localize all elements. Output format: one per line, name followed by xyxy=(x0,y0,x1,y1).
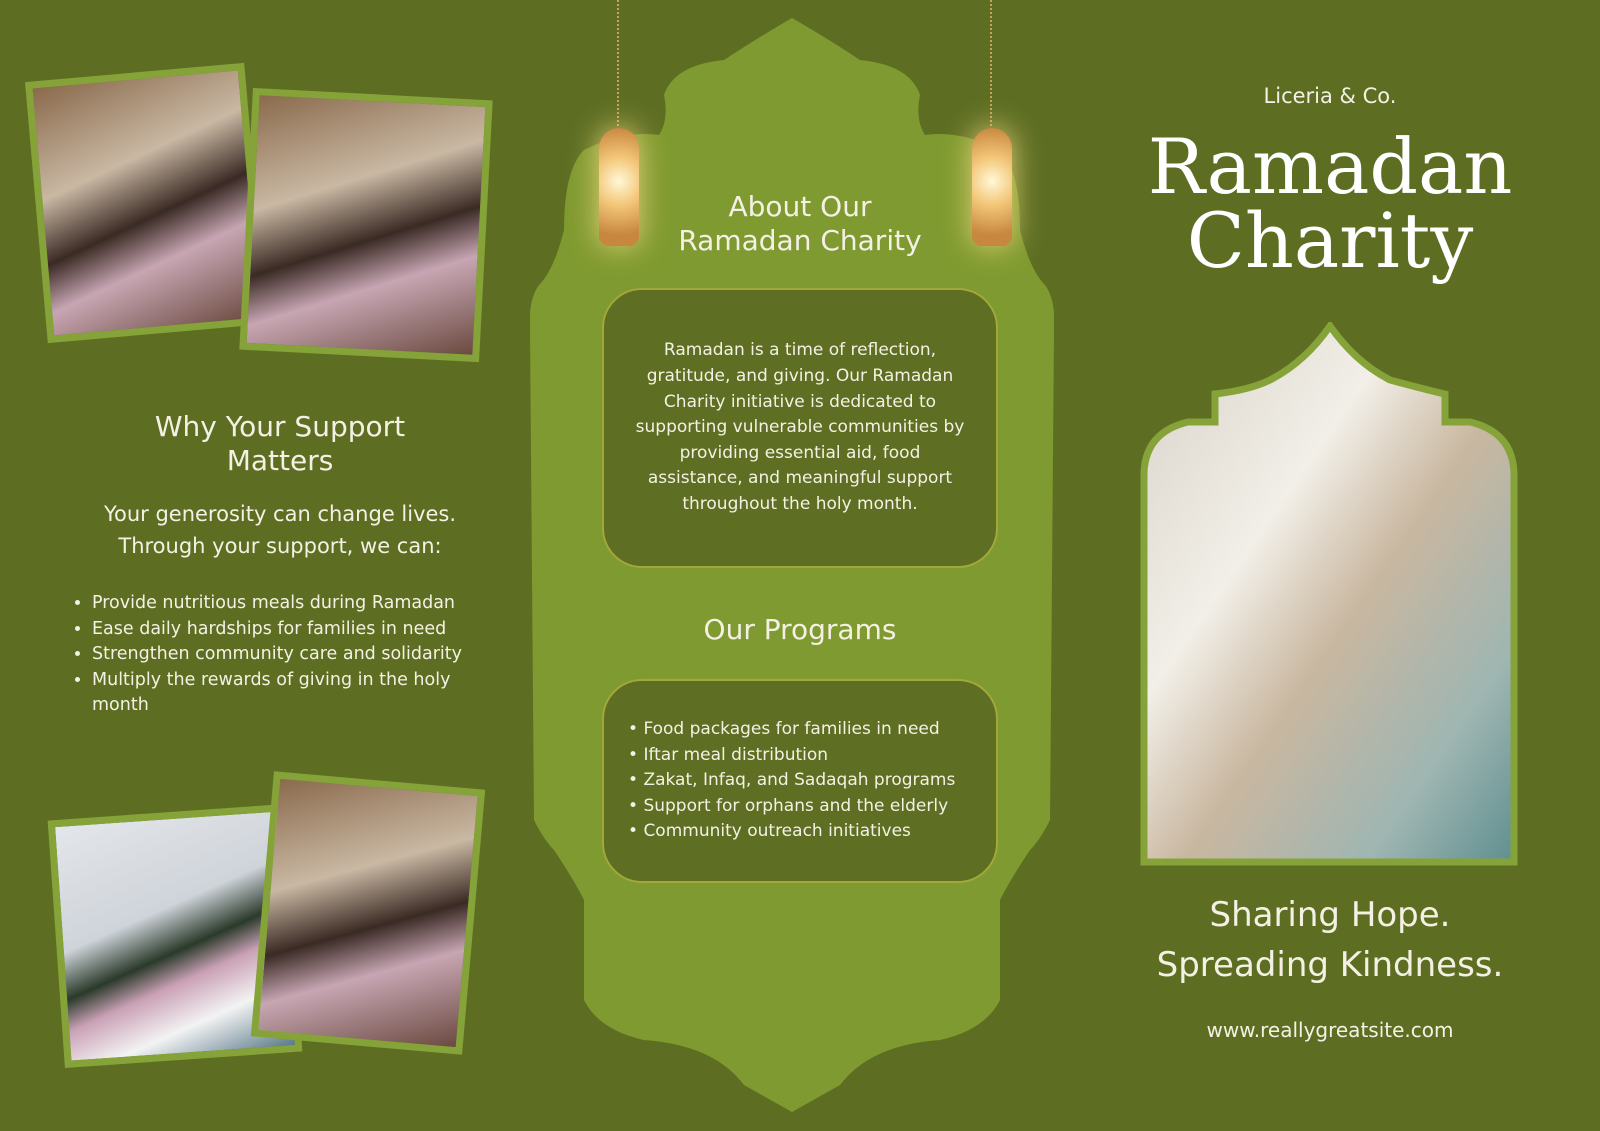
lantern-left-icon xyxy=(594,0,644,255)
programs-heading: Our Programs xyxy=(703,613,897,646)
brand-name: Liceria & Co. xyxy=(1263,84,1397,108)
support-list xyxy=(70,591,490,719)
tagline-line-2: Spreading Kindness. xyxy=(1156,945,1504,985)
intro-line-1: Your generosity can change lives. xyxy=(103,502,457,526)
program-item: • Community outreach initiatives xyxy=(628,819,996,845)
main-title xyxy=(1100,122,1560,285)
list-item: • Strengthen community care and solidarity xyxy=(92,642,490,668)
list-item: • Multiply the rewards of giving in the holy month xyxy=(92,668,490,719)
program-item: • Iftar meal distribution xyxy=(628,743,996,769)
program-item: • Zakat, Infaq, and Sadaqah programs xyxy=(628,768,996,794)
support-heading: Why Your Support Matters xyxy=(154,410,406,477)
about-box xyxy=(602,288,998,568)
programs-list xyxy=(628,717,996,845)
family-photo-4 xyxy=(251,771,485,1054)
arch-photo xyxy=(1140,322,1520,866)
list-item: • Provide nutritious meals during Ramadan xyxy=(92,591,490,617)
program-item: • Food packages for families in need xyxy=(628,717,996,743)
tagline-line-1: Sharing Hope. xyxy=(1209,895,1451,935)
lantern-right-icon xyxy=(967,0,1017,255)
about-heading-line-2: Ramadan Charity xyxy=(678,224,922,257)
website-link[interactable]: www.reallygreatsite.com xyxy=(1206,1018,1454,1042)
family-photo-2 xyxy=(239,88,492,362)
tagline xyxy=(1110,890,1550,990)
title-line-1: Ramadan xyxy=(1147,122,1513,211)
family-photo-1 xyxy=(25,63,267,343)
about-text: Ramadan is a time of reflection, gratitude, and giving. Our Ramadan Charity initiative is dedicated to supporting vulnerable communities by providing essential aid, food assistance, and meaningful support throughout the holy month. xyxy=(635,340,965,514)
about-heading-line-1: About Our xyxy=(728,190,872,223)
about-heading xyxy=(640,190,960,258)
programs-box xyxy=(602,679,998,883)
support-intro xyxy=(60,498,500,562)
list-item: • Ease daily hardships for families in need xyxy=(92,617,490,643)
program-item: • Support for orphans and the elderly xyxy=(628,794,996,820)
support-section xyxy=(60,410,500,562)
intro-line-2: Through your support, we can: xyxy=(118,534,442,558)
title-line-2: Charity xyxy=(1186,196,1474,285)
